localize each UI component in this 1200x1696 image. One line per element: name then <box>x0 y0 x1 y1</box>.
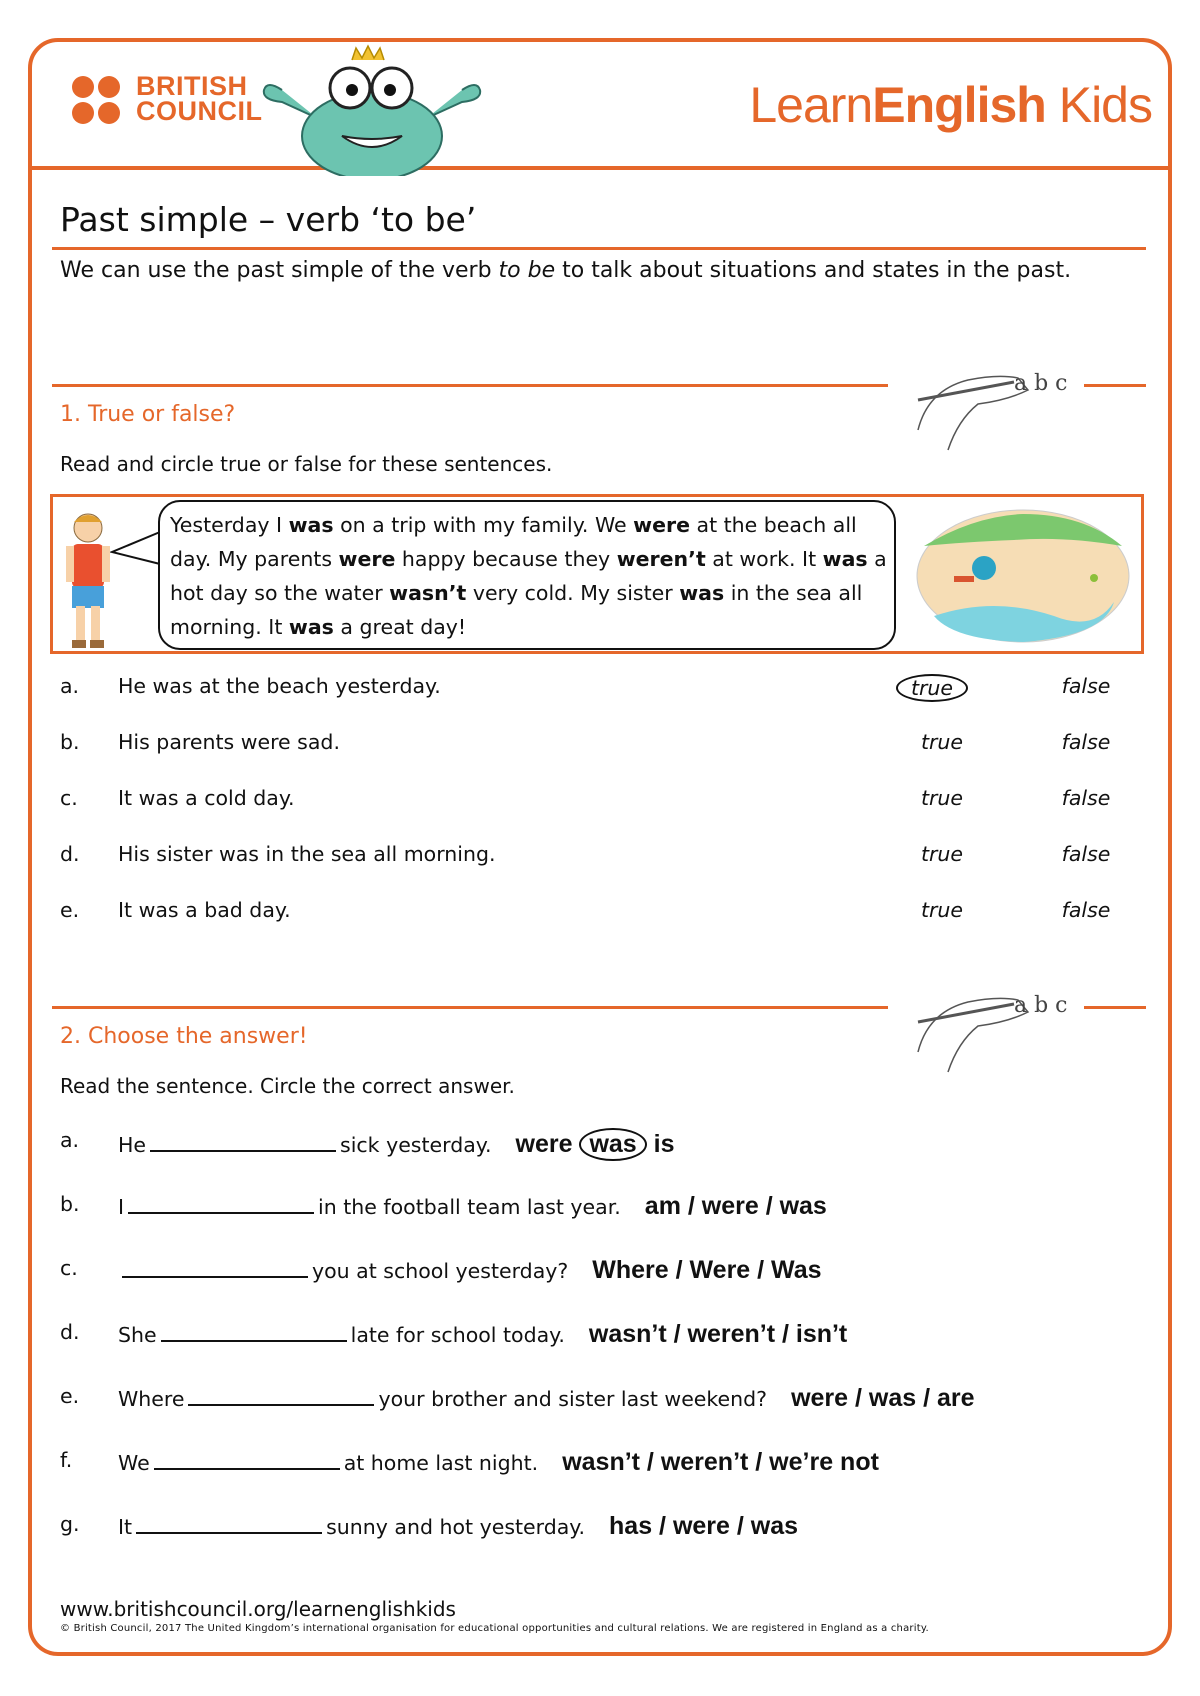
story-segment: a hot day so the water <box>170 547 887 605</box>
beach-picture <box>914 506 1132 646</box>
sentence-start: We <box>118 1451 150 1475</box>
item-sentence: He was at the beach yesterday. <box>118 674 441 698</box>
false-option[interactable]: false <box>1061 674 1111 698</box>
item-letter: b. <box>60 1192 80 1216</box>
story-verb: was <box>822 547 868 571</box>
sentence-start: I <box>118 1195 125 1219</box>
sentence-start: Where <box>118 1387 185 1411</box>
true-option[interactable]: true <box>920 842 964 866</box>
tf-row <box>60 892 1120 932</box>
item-letter: c. <box>60 1256 78 1280</box>
story-verb: was <box>679 581 725 605</box>
answer-options[interactable]: Where / Were / Was <box>592 1256 822 1284</box>
item-letter: e. <box>60 1384 80 1408</box>
title-divider <box>52 247 1146 250</box>
tf-row <box>60 780 1120 820</box>
item-letter: c. <box>60 786 78 810</box>
choice-row <box>60 1310 1120 1354</box>
story-text <box>170 508 892 644</box>
item-sentence: It was a cold day. <box>118 786 295 810</box>
brand-line1: BRITISH <box>136 71 248 101</box>
true-option[interactable]: true <box>920 898 964 922</box>
svg-text:a b c: a b c <box>1014 371 1068 396</box>
sentence-end: sunny and hot yesterday. <box>326 1515 586 1539</box>
learnenglish-kids-logo: LearnEnglish Kids <box>749 77 1152 133</box>
item-letter: f. <box>60 1448 73 1472</box>
story-segment: at work. It <box>705 547 823 571</box>
sentence-start: It <box>118 1515 133 1539</box>
true-option[interactable]: true <box>920 730 964 754</box>
monster-mascot-icon <box>262 40 482 176</box>
story-segment: on a trip with my family. We <box>333 513 634 537</box>
section1-title: 1. True or false? <box>60 402 236 427</box>
item-sentence: His sister was in the sea all morning. <box>118 842 496 866</box>
sentence-end: sick yesterday. <box>340 1133 492 1157</box>
sentence-end: your brother and sister last weekend? <box>378 1387 768 1411</box>
item-letter: a. <box>60 1128 80 1152</box>
sentence-end: in the football team last year. <box>318 1195 621 1219</box>
intro-text: We can use the past simple of the verb to be to talk about situations and states in the past. <box>60 258 1072 283</box>
header-divider <box>32 166 1168 170</box>
item-letter: e. <box>60 898 80 922</box>
story-segment: very cold. My sister <box>466 581 680 605</box>
false-option[interactable]: false <box>1061 786 1111 810</box>
story-verb: was <box>288 513 334 537</box>
answer-options[interactable]: am / were / was <box>644 1192 827 1220</box>
brand-line2: COUNCIL <box>136 96 263 126</box>
item-letter: b. <box>60 730 80 754</box>
true-option[interactable]: true <box>896 674 968 702</box>
sentence-end: you at school yesterday? <box>312 1259 569 1283</box>
section1-divider-left <box>52 384 888 387</box>
item-letter: d. <box>60 1320 80 1344</box>
tf-row <box>60 836 1120 876</box>
story-verb: weren’t <box>616 547 706 571</box>
svg-text:a b c: a b c <box>1014 993 1068 1018</box>
item-sentence: It was a bad day. <box>118 898 291 922</box>
story-segment: happy because they <box>395 547 617 571</box>
section2-divider-left <box>52 1006 888 1009</box>
answer-blank[interactable] <box>136 1514 322 1534</box>
item-sentence: His parents were sad. <box>118 730 340 754</box>
choice-row <box>60 1374 1120 1418</box>
story-segment: Yesterday I <box>170 513 289 537</box>
answer-blank[interactable] <box>154 1450 340 1470</box>
story-verb: were <box>338 547 396 571</box>
section2-instruction: Read the sentence. Circle the correct answer. <box>60 1074 515 1098</box>
sentence-end: late for school today. <box>350 1323 565 1347</box>
choice-row <box>60 1246 1120 1290</box>
false-option[interactable]: false <box>1061 898 1111 922</box>
story-segment: a great day! <box>333 615 467 639</box>
sentence-start: She <box>118 1323 157 1347</box>
answer-blank[interactable] <box>161 1322 347 1342</box>
item-letter: g. <box>60 1512 80 1536</box>
item-letter: a. <box>60 674 80 698</box>
answer-blank[interactable] <box>122 1258 308 1278</box>
true-option[interactable]: true <box>920 786 964 810</box>
section2-title: 2. Choose the answer! <box>60 1024 308 1049</box>
answer-options[interactable]: wasn’t / weren’t / we’re not <box>562 1448 879 1476</box>
tf-row <box>60 668 1120 708</box>
story-verb: were <box>633 513 690 537</box>
story-segment: at the beach all day. My parents <box>170 513 857 571</box>
footer-copyright: © British Council, 2017 The United Kingdom’s international organisation for educational opportunities and cultural relations. We are registered in England as a charity. <box>60 1623 929 1634</box>
item-letter: d. <box>60 842 80 866</box>
choice-row <box>60 1182 1120 1226</box>
story-segment: in the sea all morning. It <box>170 581 863 639</box>
sentence-start: He <box>118 1133 147 1157</box>
false-option[interactable]: false <box>1061 730 1111 754</box>
answer-blank[interactable] <box>128 1194 314 1214</box>
page-title: Past simple – verb ‘to be’ <box>60 200 477 239</box>
answer-blank[interactable] <box>188 1386 374 1406</box>
writing-hand-icon <box>898 360 1098 460</box>
choice-row <box>60 1438 1120 1482</box>
choice-row <box>60 1118 1120 1162</box>
section1-instruction: Read and circle true or false for these sentences. <box>60 452 553 476</box>
footer-url[interactable]: www.britishcouncil.org/learnenglishkids <box>60 1597 456 1621</box>
answer-options[interactable]: were was is <box>516 1130 675 1158</box>
sentence-end: at home last night. <box>343 1451 539 1475</box>
answer-blank[interactable] <box>150 1132 336 1152</box>
answer-options[interactable]: wasn’t / weren’t / isn’t <box>588 1320 848 1348</box>
writing-hand-icon <box>898 982 1098 1082</box>
tf-row <box>60 724 1120 764</box>
answer-options[interactable]: has / were / was <box>609 1512 799 1540</box>
false-option[interactable]: false <box>1061 842 1111 866</box>
answer-options[interactable]: were / was / are <box>791 1384 975 1412</box>
story-verb: wasn’t <box>389 581 467 605</box>
circled-answer: was <box>579 1128 646 1161</box>
choice-row <box>60 1502 1120 1546</box>
story-verb: was <box>288 615 334 639</box>
